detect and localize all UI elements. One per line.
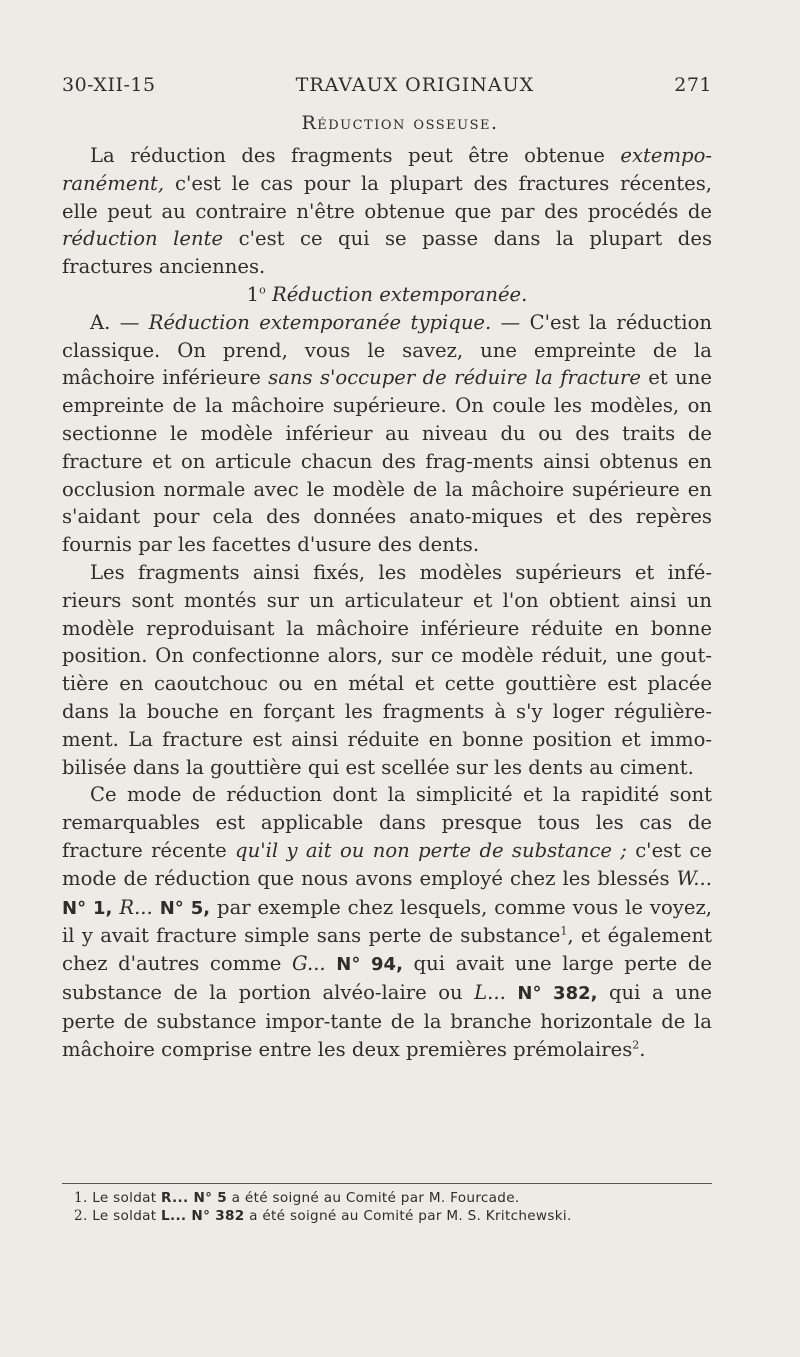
text-run: c'est le cas pour la plupart des fractures récentes, elle peut au contraire n'être obtenue que par des procédés de [62,171,712,223]
header-date: 30-XII-15 [62,74,156,96]
text-run: La réduction des fragments peut être obtenue [90,144,621,167]
text-run: et une empreinte de la mâchoire supérieure. On coule les modèles, on sectionne le modèle inférieur au niveau du ou des traits de fracture et on articule chacun des frag-ments ainsi obtenus en occlusion normale avec le modèle de la mâchoire supérieure en s'aidant pour cela des données anato-miques et des repères fournis par les facettes d'usure des dents. [62,366,712,557]
patient-name: L... [474,980,506,1004]
patient-number: N° 382, [505,982,598,1004]
italic-phrase: sans s'occuper de réduire la fracture [268,366,641,390]
footnotes [74,1189,714,1225]
paragraph-4 [62,781,712,1063]
text-run: qui avait une large perte de substance de la portion alvéo-laire ou [62,952,713,1004]
section-title: Réduction osseuse. [301,112,499,134]
text-run: — C'est la réduction classique. On prend, vous le savez, une empreinte de la mâchoire inférieure [62,310,712,390]
text-run: A. — [90,310,149,334]
text-run: c'est ce qui se passe dans la plupart des fractures anciennes. [62,227,712,279]
patient-name: R... [119,895,153,919]
footnote-ref: 1 [560,924,568,938]
patient-name: L... [161,1208,187,1224]
patient-number: N° 94, [325,954,403,976]
page-number: 271 [674,74,712,96]
subheading-ordinal: o [259,283,266,297]
italic-term: réduction lente [62,227,224,251]
footnote-number: 1. [74,1190,88,1206]
footnote-ref: 2 [632,1037,640,1051]
header-journal-title: TRAVAUX ORIGINAUX [295,74,535,96]
body-text [62,142,712,1063]
italic-phrase: qu'il y ait ou non perte de substance ; [235,838,627,862]
patient-number: N° 5, [152,897,211,919]
text-run: Le soldat [92,1190,162,1206]
text-run: . [639,1037,646,1061]
text-run: a été soigné au Comité par M. Fourcade. [227,1190,520,1206]
patient-name: G... [292,952,326,976]
text-run: Le soldat [92,1208,162,1224]
text-run: c'est ce mode de réduction que nous avons employé chez les blessés [62,838,712,890]
patient-name: W... [676,866,712,890]
text-run: , et également chez d'autres comme [62,924,712,976]
subheading [62,281,712,309]
footnote [74,1207,714,1225]
italic-term: extempo-ranément, [62,144,712,195]
subheading-number: 1 [246,282,260,306]
footnote [74,1189,714,1207]
text-run: par exemple chez lesquels, comme vous le voyez, il y avait fracture simple sans perte de substance [62,895,712,948]
patient-number: N° 382 [186,1208,245,1224]
text-run: qui a une perte de substance impor-tante de la branche horizontale de la mâchoire comprise entre les deux premières prémolaires [62,980,712,1061]
patient-name: R... [161,1190,189,1206]
subheading-text: Réduction extemporanée. [271,282,528,306]
text-run: Ce mode de réduction dont la simplicité et la rapidité sont remarquables est applicable dans presque tous les cas de fracture récente [62,783,712,862]
text-run: a été soigné au Comité par M. S. Kritchewski. [244,1208,572,1224]
footnote-rule [62,1183,712,1184]
paragraph-1 [62,142,712,281]
running-head [62,74,712,96]
paragraph-2 [62,309,712,559]
paragraph-3: Les fragments ainsi fixés, les modèles supérieurs et infé-rieurs sont montés sur un articulateur et l'on obtient ainsi un modèle reproduisant la mâchoire inférieure réduite en bonne position. On confectionne alors, sur ce modèle réduit, une gout-tière en caoutchouc ou en métal et cette gouttière est placée dans la bouche en forçant les fragments à s'y loger régulière-ment. La fracture est ainsi réduite en bonne position et immo-bilisée dans la gouttière qui est scellée sur les dents au ciment. [62,560,712,779]
italic-heading: Réduction extemporanée typique. [148,310,492,334]
patient-number: N° 5 [188,1190,228,1206]
patient-number: N° 1, [62,897,113,919]
footnote-number: 2. [74,1208,88,1224]
